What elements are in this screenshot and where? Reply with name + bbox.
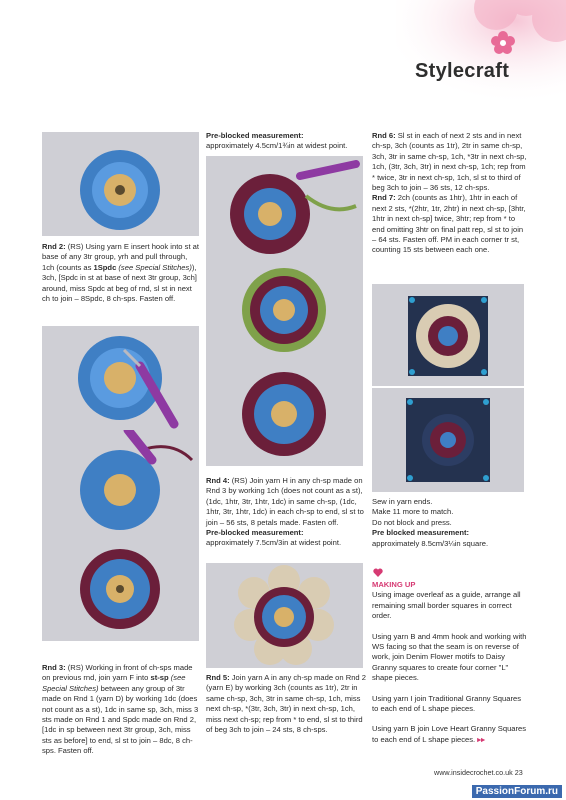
photo-hook-yarn-motif — [42, 430, 199, 537]
making-up-p3: Using yarn I join Traditional Granny Squares to each end of L shape pieces. — [372, 693, 521, 714]
page-number: 23 — [514, 768, 523, 777]
rnd3-stitch: st-sp — [150, 673, 169, 683]
page-footer — [434, 768, 523, 777]
rnd5-instructions — [206, 673, 366, 735]
photo-finished-square — [372, 388, 524, 492]
photo-rnd3-motif — [42, 537, 199, 641]
making-up-heading: MAKING UP — [372, 580, 416, 589]
rnd6-text: Sl st in each of next 2 sts and in next ch-sp, 3ch (counts as 1tr), 2tr in same ch-sp, 3ch, 3tr in same ch-sp, 1ch, *3tr in next ch-sp, 1ch, (3tr, 3ch, 3tr) in next ch-sp, 1ch; rep from * twice, 3tr in next ch-sp, 1ch, sl st to third of beg 3ch to join – 36 sts, 12 ch-sps. — [372, 131, 527, 193]
preblock1-label: Pre-blocked measurement: — [206, 131, 304, 140]
finish-line-1: Sew in yarn ends. — [372, 497, 433, 506]
rnd7-text: 2ch (counts as 1htr), 1htr in each of next 2 sts, *(2htr, 1tr, 2htr) in next ch-sp, [3htr, 1htr in next ch-sp] twice, 3htr; rep from * to end omitting 3htr on final patt rep, sl st to join – 64 sts. Fasten off. PM in each corner tr st, counting 15 sts between each one. — [372, 193, 526, 255]
preblock2-text: approximately 7.5cm/3in at widest point. — [206, 538, 342, 548]
rnd4-instructions — [206, 476, 366, 549]
finish-measure-text: approximately 8.5cm/3¼in square. — [372, 538, 489, 548]
rnd6-7-instructions — [372, 131, 528, 256]
photo-green-edge-motif — [206, 258, 363, 362]
finish-measure-label: Pre blocked measurement: — [372, 528, 470, 538]
rnd7-lead: Rnd 7: — [372, 193, 396, 203]
preblock1-block — [206, 131, 366, 152]
rnd3-instructions — [42, 663, 200, 757]
rnd2-italic: (see Special Stitches) — [116, 262, 192, 272]
continue-arrow-icon: ▸▸ — [477, 734, 485, 744]
photo-rnd5-daisy-motif — [206, 563, 363, 668]
rnd4-text: (RS) Join yarn H in any ch-sp made on Rnd 3 by working 1ch (does not count as a st), (1dc, 1htr, 3tr, 1htr, 1dc) in same ch-sp, (1dc, 1htr, 3tr, 1htr, 1dc) in each ch-sp to end, sl st to join – 56 sts, 8 petals made. Fasten off. — [206, 476, 364, 527]
photo-rnd4-motif — [206, 362, 363, 466]
rnd4-lead: Rnd 4: — [206, 476, 230, 485]
photo-rnd2-motif — [42, 132, 199, 236]
rnd3-text-2: between any group of 3tr made on Rnd 1 (yarn D) by working 1dc (does not count as a st), 1dc in same sp, 3ch, miss 3 sts made on Rnd 1 and Spdc made on Rnd 2, [1dc in sp between next 3tr group, 3ch, miss sts as before] to end, sl st to join – 8dc, 8 ch-sps. Fasten off. — [42, 683, 199, 756]
rnd2-stitch: 1Spdc — [93, 262, 117, 272]
preblock2-label: Pre-blocked measurement: — [206, 528, 304, 538]
watermark-badge: PassionForum.ru — [472, 785, 562, 798]
finishing-notes — [372, 497, 528, 549]
heart-icon — [373, 568, 383, 577]
rnd3-italic: (see Special Stitches) — [42, 673, 186, 693]
making-up-section — [372, 580, 528, 745]
finish-line-2: Make 11 more to match. — [372, 507, 454, 517]
rnd2-instructions — [42, 242, 200, 304]
footer-url[interactable]: www.insidecrochet.co.uk — [434, 768, 513, 777]
finish-line-3: Do not block and press. — [372, 517, 452, 527]
photo-preblock-hook-motif — [206, 156, 363, 258]
rnd6-lead: Rnd 6: — [372, 131, 396, 140]
stylecraft-flower-logo — [490, 30, 516, 56]
corner-flower-decoration — [396, 0, 566, 105]
rnd2-text-2: ), 3ch, [Spdc in st at base of next 3tr group, 3ch] around, miss Spdc at beg of rnd, sl st in next ch to join – 8Spdc, 8 ch-sps. Fasten off. — [42, 262, 197, 304]
preblock1-text: approximately 4.5cm/1¾in at widest point. — [206, 141, 348, 151]
rnd2-text-1: (RS) Using yarn E insert hook into st at base of any 3tr group, yrh and pull through, 1ch (counts as — [42, 242, 199, 272]
rnd5-text: Join yarn A in any ch-sp made on Rnd 2 (yarn E) by working 3ch (counts as 1tr), 2tr in same ch-sp, 3ch, 3tr in same ch-sp, 1ch, miss next ch-sp, *(3tr, 3ch, 3tr) in next ch-sp, 1ch, miss next ch-sp; rep from * to end, sl st to third of beg 3ch to join – 24 sts, 8 ch-sps. — [206, 673, 366, 735]
photo-square-in-progress — [372, 284, 524, 386]
making-up-p4: Using yarn B join Love Heart Granny Squares to each end of L shape pieces. — [372, 724, 527, 744]
brand-logo-text: Stylecraft — [415, 60, 510, 82]
rnd3-text-1: (RS) Working in front of ch-sps made on previous rnd, join yarn F into — [42, 663, 193, 683]
photo-hook-in-motif — [42, 326, 199, 430]
making-up-p1: Using image overleaf as a guide, arrange all remaining small border squares in correct order. — [372, 590, 521, 621]
rnd3-lead: Rnd 3: — [42, 663, 66, 672]
rnd5-lead: Rnd 5: — [206, 673, 230, 682]
making-up-p2: Using yarn B and 4mm hook and working with WS facing so that the seam is on reverse of work, join Denim Flower motifs to Daisy Granny squares to create four corner "L" shape pieces. — [372, 631, 527, 683]
rnd2-lead: Rnd 2: — [42, 242, 66, 251]
